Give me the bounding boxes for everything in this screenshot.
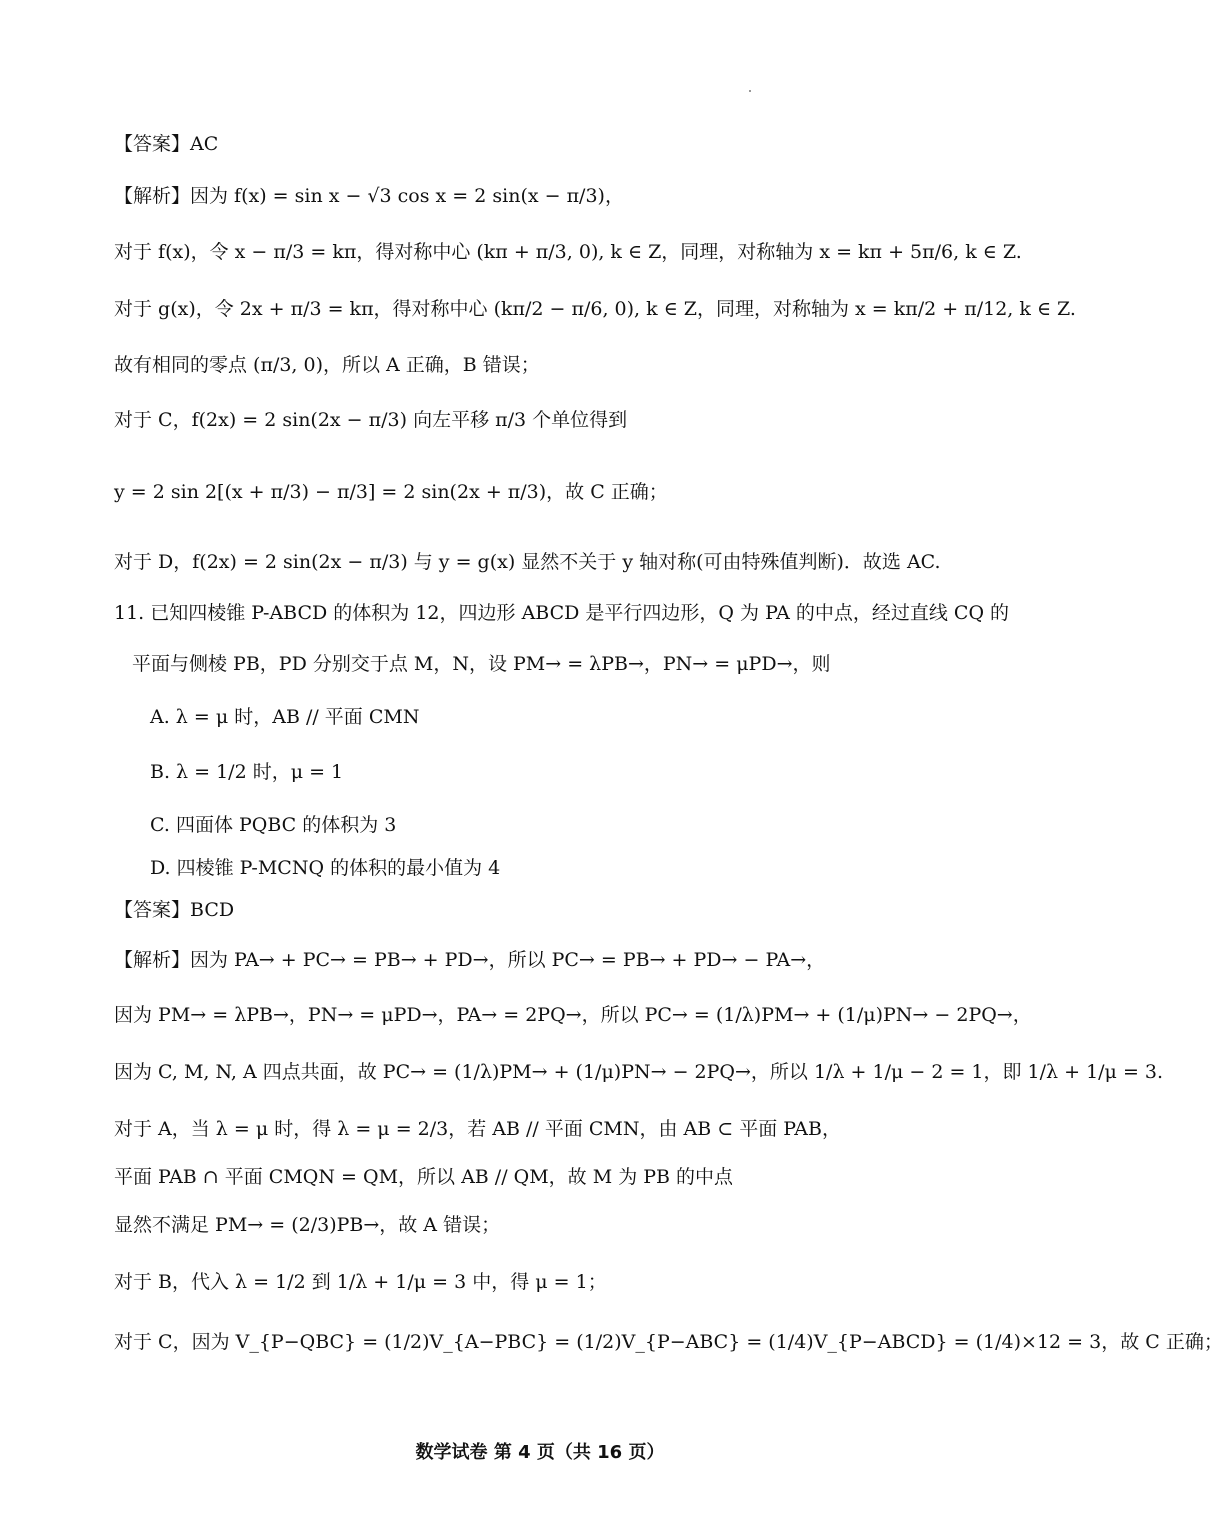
line: 对于 f(x)，令 x − π/3 = kπ，得对称中心 (kπ + π/3, 0), k ∈ Z，同理，对称轴为 x = kπ + 5π/6, k ∈ Z. xyxy=(114,241,1022,263)
line: 【答案】AC xyxy=(114,133,219,155)
line: 对于 C，f(2x) = 2 sin(2x − π/3) 向左平移 π/3 个单位得到 xyxy=(114,409,628,431)
question-line: 平面与侧棱 PB，PD 分别交于点 M，N，设 PM→ = λPB→，PN→ = μPD→，则 xyxy=(132,653,831,675)
line: 对于 B，代入 λ = 1/2 到 1/λ + 1/μ = 3 中，得 μ = 1； xyxy=(114,1271,607,1293)
line: 因为 C, M, N, A 四点共面，故 PC→ = (1/λ)PM→ + (1/μ)PN→ − 2PQ→，所以 1/λ + 1/μ − 2 = 1，即 1/λ + 1/μ = 3. xyxy=(114,1061,1164,1083)
page-footer: 数学试卷 第 4 页（共 16 页） xyxy=(415,1442,665,1463)
line: 【解析】因为 PA→ + PC→ = PB→ + PD→，所以 PC→ = PB→ + PD→ − PA→， xyxy=(114,949,826,971)
scan-dot xyxy=(749,90,751,92)
line: 故有相同的零点 (π/3, 0)，所以 A 正确，B 错误； xyxy=(114,354,540,376)
line: 对于 C，因为 V_{P−QBC} = (1/2)V_{A−PBC} = (1/2)V_{P−ABC} = (1/4)V_{P−ABCD} = (1/4)×12 = 3，故 C 正确； xyxy=(114,1331,1223,1353)
option-c: C. 四面体 PQBC 的体积为 3 xyxy=(150,814,397,836)
line: 显然不满足 PM→ = (2/3)PB→，故 A 错误； xyxy=(114,1214,501,1236)
option-d: D. 四棱锥 P-MCNQ 的体积的最小值为 4 xyxy=(150,857,501,879)
line: 【答案】BCD xyxy=(114,899,235,921)
line: 平面 PAB ∩ 平面 CMQN = QM，所以 AB // QM，故 M 为 PB 的中点 xyxy=(114,1166,734,1188)
line: 对于 A，当 λ = μ 时，得 λ = μ = 2/3，若 AB // 平面 CMN，由 AB ⊂ 平面 PAB， xyxy=(114,1118,841,1140)
line: 对于 g(x)，令 2x + π/3 = kπ，得对称中心 (kπ/2 − π/6, 0), k ∈ Z，同理，对称轴为 x = kπ/2 + π/12, k ∈ Z. xyxy=(114,298,1076,320)
option-a: A. λ = μ 时，AB // 平面 CMN xyxy=(150,706,420,728)
line: 因为 PM→ = λPB→，PN→ = μPD→，PA→ = 2PQ→，所以 PC→ = (1/λ)PM→ + (1/μ)PN→ − 2PQ→， xyxy=(114,1004,1032,1026)
line: y = 2 sin 2[(x + π/3) − π/3] = 2 sin(2x + π/3)，故 C 正确； xyxy=(114,481,668,503)
option-b: B. λ = 1/2 时，μ = 1 xyxy=(150,761,344,783)
line: 对于 D，f(2x) = 2 sin(2x − π/3) 与 y = g(x) 显然不关于 y 轴对称(可由特殊值判断)．故选 AC. xyxy=(114,551,941,573)
line: 11. 已知四棱锥 P-ABCD 的体积为 12，四边形 ABCD 是平行四边形，Q 为 PA 的中点，经过直线 CQ 的 xyxy=(114,602,1010,624)
line: 【解析】因为 f(x) = sin x − √3 cos x = 2 sin(x − π/3)， xyxy=(114,185,624,207)
